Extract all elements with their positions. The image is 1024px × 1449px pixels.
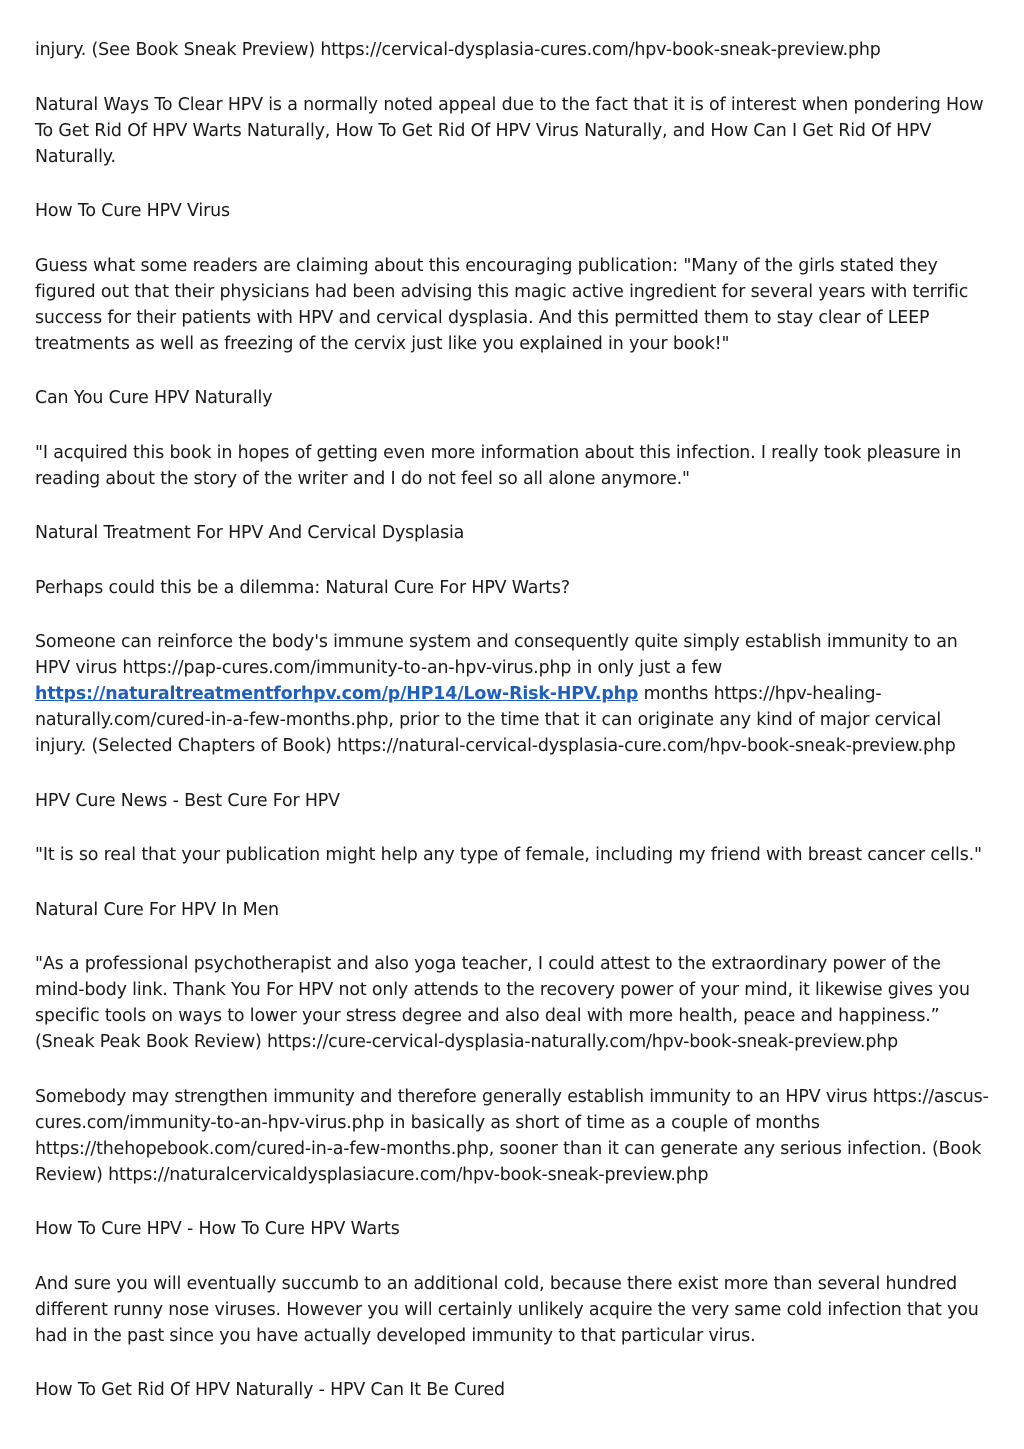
paragraph-text-after-link: months https://hpv-healing-naturally.com/cured-in-a-few-months.php, prior to the time that it can originate any kind of major cervical injury. (Selected Chapters of Book) https://natural-cervical-dysplasia-cure.com/hpv-book-sneak-preview.php <box>35 684 956 756</box>
low-risk-hpv-link[interactable]: https://naturaltreatmentforhpv.com/p/HP14/Low-Risk-HPV.php <box>35 684 639 704</box>
paragraph-acquired-book: "I acquired this book in hopes of getting even more information about this infection. I really took pleasure in reading about the story of the writer and I do not feel so all alone anymore." <box>35 442 962 489</box>
heading-hpv-cure-news: HPV Cure News - Best Cure For HPV <box>35 790 340 811</box>
paragraph-injury-preview: injury. (See Book Sneak Preview) https://cervical-dysplasia-cures.com/hpv-book-sneak-preview.php <box>35 40 881 60</box>
heading-how-to-cure-hpv-warts: How To Cure HPV - How To Cure HPV Warts <box>35 1219 400 1239</box>
paragraph-readers-claim: Guess what some readers are claiming about this encouraging publication: "Many of the girls stated they figured out that their physicians had been advising this magic active ingredient for several years with terrific success for their patients with HPV and cervical dysplasia. And this permitted them to stay clear of LEEP treatments as well as freezing of the cervix just like you explained in your book!" <box>35 255 969 354</box>
paragraph-reinforce-immune <box>35 629 995 759</box>
heading-natural-treatment: Natural Treatment For HPV And Cervical Dysplasia <box>35 523 465 543</box>
heading-get-rid-naturally: How To Get Rid Of HPV Naturally - HPV Can It Be Cured <box>35 1380 505 1400</box>
paragraph-natural-ways: Natural Ways To Clear HPV is a normally noted appeal due to the fact that it is of interest when pondering How To Get Rid Of HPV Warts Naturally, How To Get Rid Of HPV Virus Naturally, and How Can I Get Rid Of HPV Naturally. <box>35 94 984 167</box>
paragraph-so-real: "It is so real that your publication might help any type of female, including my friend with breast cancer cells." <box>35 845 982 865</box>
paragraph-strengthen-immunity: Somebody may strengthen immunity and therefore generally establish immunity to an HPV virus https://ascus-cures.com/immunity-to-an-hpv-virus.php in basically as short of time as a couple of months https://thehopebook.com/cured-in-a-few-months.php, sooner than it can generate any serious infection. (Book Review) https://naturalcervicaldysplasiacure.com/hpv-book-sneak-preview.php <box>35 1086 989 1185</box>
paragraph-dilemma: Perhaps could this be a dilemma: Natural Cure For HPV Warts? <box>35 577 570 598</box>
heading-how-to-cure-hpv-virus: How To Cure HPV Virus <box>35 201 230 221</box>
document-body <box>35 37 995 1432</box>
paragraph-psychotherapist: "As a professional psychotherapist and also yoga teacher, I could attest to the extraordinary power of the mind-body link. Thank You For HPV not only attends to the recovery power of your mind, it likewise gives you specific tools on ways to lower your stress degree and also deal with more health, peace and happiness.” (Sneak Peak Book Review) https://cure-cervical-dysplasia-naturally.com/hpv-book-sneak-preview.php <box>35 954 970 1052</box>
heading-natural-cure-men: Natural Cure For HPV In Men <box>35 899 279 920</box>
paragraph-cold-viruses: And sure you will eventually succumb to an additional cold, because there exist more than several hundred different runny nose viruses. However you will certainly unlikely acquire the very same cold infection that you had in the past since you have actually developed immunity to that particular virus. <box>35 1273 979 1346</box>
heading-can-you-cure-hpv: Can You Cure HPV Naturally <box>35 388 273 408</box>
paragraph-text-before-link: Someone can reinforce the body's immune system and consequently quite simply establish immunity to an HPV virus https://pap-cures.com/immunity-to-an-hpv-virus.php in only just a few <box>35 632 958 678</box>
